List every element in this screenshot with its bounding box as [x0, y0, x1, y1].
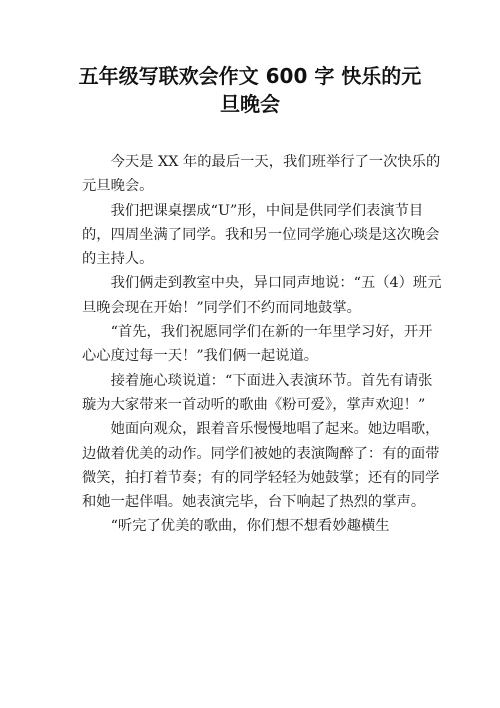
- paragraph-3: 我们俩走到教室中央，异口同声地说：“五（4）班元旦晚会现在开始！”同学们不约而同地鼓掌。: [82, 275, 442, 316]
- essay-body: [82, 150, 442, 539]
- paragraph-1: 今天是 XX 年的最后一天，我们班举行了一次快乐的元旦晚会。: [82, 154, 441, 195]
- paragraph-6: 她面向观众，跟着音乐慢慢地唱了起来。她边唱歌，边做着优美的动作。同学们被她的表演陶醉了：有的面带微笑，拍打着节奏；有的同学轻轻为她鼓掌；还有的同学和她一起伴唱。她表演完毕，台下响起了热烈的掌声。: [82, 421, 440, 511]
- paragraph-4: “首先，我们祝愿同学们在新的一年里学习好，开开心心度过每一天！”我们俩一起说道。: [82, 324, 433, 365]
- title-line-2: 旦晚会: [220, 92, 280, 116]
- title-line-1: 五年级写联欢会作文 600 字 快乐的元: [78, 64, 422, 88]
- paragraph-5: 接着施心琰说道：“下面进入表演环节。首先有请张璇为大家带来一首动听的歌曲《粉可爱》，掌声欢迎！”: [82, 372, 433, 413]
- document-title: [60, 62, 440, 118]
- paragraph-2: 我们把课桌摆成“U”形，中间是供同学们表演节目的，四周坐满了同学。我和另一位同学施心琰是这次晚会的主持人。: [82, 202, 440, 268]
- paragraph-7: “听完了优美的歌曲，你们想不想看妙趣横生: [110, 518, 390, 535]
